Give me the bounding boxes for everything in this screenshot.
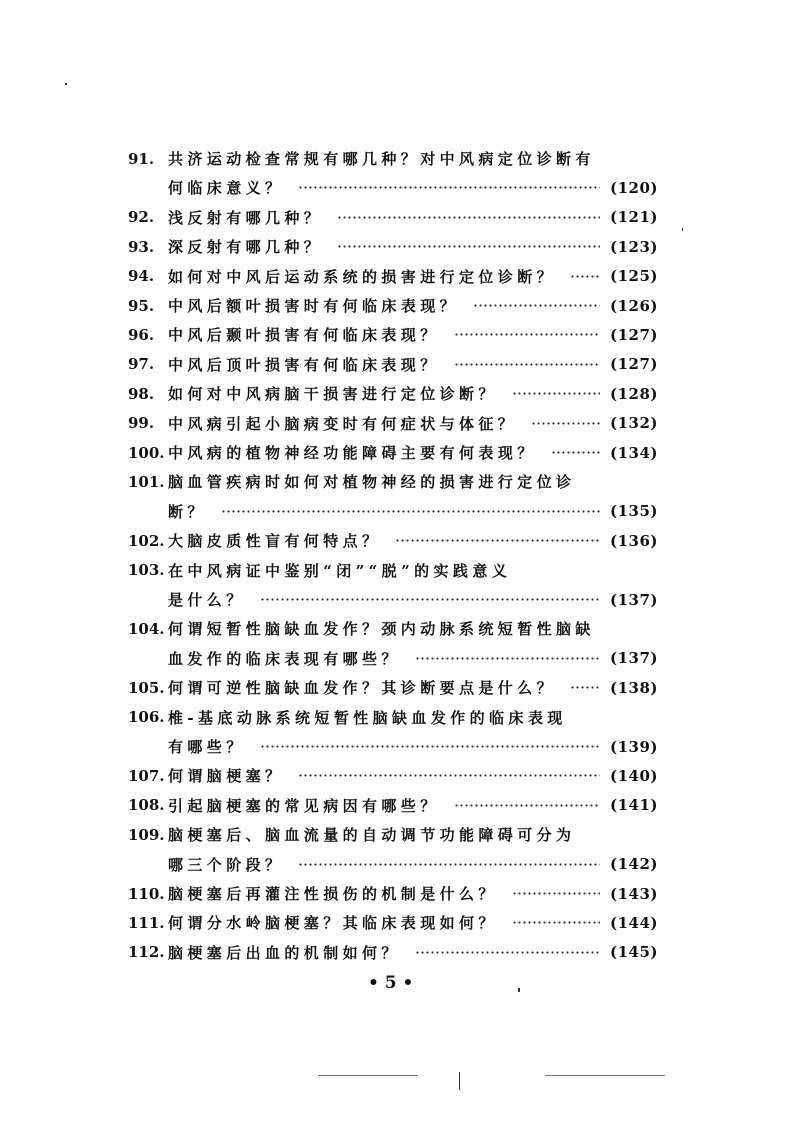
toc-entry-line [128,761,658,790]
toc-entry-line [128,703,658,732]
dot-leader [221,510,600,513]
entry-page: (145) [609,943,658,962]
toc-entry-line [128,614,658,643]
entry-number: 102. [128,531,165,550]
entry-page: (120) [609,178,658,197]
entry-page: (132) [609,414,658,433]
dot-leader [512,392,600,395]
entry-page: (143) [609,884,658,903]
toc-entry-line [128,203,658,232]
entry-page: (139) [609,737,658,756]
scan-rule [318,1075,418,1076]
entry-number: 95. [128,296,155,315]
dot-leader [473,304,600,307]
toc-entry-line [128,438,658,467]
entry-number: 99. [128,414,155,433]
entry-page: (135) [609,502,658,521]
entry-title: 何谓分水岭脑梗塞？其临床表现如何？ [168,914,498,933]
entry-title: 断？ [168,502,207,521]
entry-number: 93. [128,237,155,256]
toc-entry-line [128,644,658,673]
entry-title: 中风后额叶损害时有何临床表现？ [168,297,460,315]
entry-title: 如何对中风病脑干损害进行定位诊断？ [168,385,498,404]
toc-entry-line [128,144,658,173]
entry-page: (121) [609,208,658,227]
toc-entry-line [128,938,658,967]
entry-number: 111. [128,913,165,932]
entry-title: 有哪些？ [168,738,246,756]
entry-title: 浅反射有哪几种？ [168,208,324,227]
toc-entry-line [128,379,658,408]
toc-entry-line [128,908,658,937]
dot-leader [337,245,600,248]
toc-entry-line [128,791,658,820]
dot-leader [512,892,600,895]
entry-page: (126) [609,296,658,315]
entry-title: 深反射有哪几种？ [168,238,324,257]
entry-number: 97. [128,355,155,374]
dot-leader [415,657,600,660]
dot-leader [531,422,600,425]
entry-number: 107. [128,766,165,785]
dot-leader [298,774,600,777]
entry-title: 在中风病证中鉴别“闭”“脱”的实践意义 [168,561,512,580]
entry-title: 引起脑梗塞的常见病因有哪些？ [168,796,440,815]
scan-rule [545,1075,665,1076]
entry-number: 108. [128,796,165,815]
entry-number: 91. [128,149,155,168]
entry-title: 中风病的植物神经功能障碍主要有何表现？ [168,444,537,462]
entry-page: (138) [609,678,658,697]
entry-number: 100. [128,443,165,462]
toc-entry-line [128,232,658,261]
dot-leader [415,951,600,954]
dot-leader [298,863,600,866]
entry-number: 94. [128,267,155,286]
dot-leader [454,804,600,807]
toc-entry-line [128,467,658,496]
scan-mark [459,1072,460,1090]
entry-title: 何谓可逆性脑缺血发作？其诊断要点是什么？ [168,679,557,698]
entry-number: 98. [128,384,155,403]
entry-title: 是什么？ [168,591,246,609]
entry-title: 何谓短暂性脑缺血发作？颈内动脉系统短暂性脑缺 [168,620,595,639]
toc-entry-line [128,820,658,849]
entry-title: 椎-基底动脉系统短暂性脑缺血发作的临床表现 [168,708,567,727]
entry-page: (125) [609,267,658,286]
entry-page: (134) [609,443,658,462]
entry-page: (137) [609,590,658,609]
dot-leader [454,363,600,366]
entry-title: 脑梗塞后出血的机制如何？ [168,943,401,962]
dot-leader [337,216,600,219]
entry-number: 103. [128,561,165,580]
entry-page: (140) [609,766,658,785]
dot-leader [260,598,600,601]
entry-title: 共济运动检查常规有哪几种？对中风病定位诊断有 [168,150,595,168]
entry-title: 脑梗塞后、脑血流量的自动调节功能障碍可分为 [168,826,576,845]
entry-title: 中风病引起小脑病变时有何症状与体征？ [168,414,518,433]
toc-entry-line [128,732,658,761]
page-number: • 5 • [368,973,414,993]
dot-leader [512,921,600,924]
toc-entry-line [128,673,658,702]
entry-number: 105. [128,678,165,697]
entry-title: 血发作的临床表现有哪些？ [168,649,401,668]
dot-leader [298,186,600,189]
entry-page: (144) [609,913,658,932]
entry-title: 中风后颞叶损害有何临床表现？ [168,326,440,345]
entry-page: (127) [609,325,658,344]
entry-page: (127) [609,355,658,374]
entry-page: (128) [609,384,658,403]
entry-title: 脑血管疾病时如何对植物神经的损害进行定位诊 [168,473,576,492]
entry-title: 何谓脑梗塞？ [168,767,285,786]
entry-number: 104. [128,619,165,638]
entry-page: (142) [609,855,658,874]
entry-title: 哪三个阶段？ [168,855,285,874]
entry-page: (141) [609,796,658,815]
entry-page: (136) [609,531,658,550]
dot-leader [570,686,600,689]
dot-leader [570,275,600,278]
toc-entry-line [128,585,658,614]
entry-page: (123) [609,237,658,256]
entry-number: 106. [128,708,165,727]
toc-entry-line [128,291,658,320]
entry-page: (137) [609,649,658,668]
toc-entry-line [128,173,658,202]
entry-title: 何临床意义？ [168,179,285,198]
toc-entry-line [128,409,658,438]
entry-number: 112. [128,943,165,962]
entry-title: 大脑皮质性盲有何特点？ [168,532,382,551]
entry-title: 脑梗塞后再灌注性损伤的机制是什么？ [168,885,498,903]
entry-number: 96. [128,325,155,344]
toc-entry-line [128,262,658,291]
toc-entry-line [128,556,658,585]
entry-number: 92. [128,208,155,227]
entry-number: 110. [128,884,165,903]
toc-entry-line [128,350,658,379]
toc-entry-line [128,526,658,555]
entry-number: 109. [128,825,165,844]
scan-speck [682,228,683,231]
toc-entry-line [128,320,658,349]
dot-leader [551,451,600,454]
toc-entry-line [128,497,658,526]
dot-leader [260,745,600,748]
toc-entry-line [128,850,658,879]
dot-leader [454,333,600,336]
scan-speck [65,83,67,85]
entry-title: 如何对中风后运动系统的损害进行定位诊断？ [168,267,557,286]
entry-number: 101. [128,472,165,491]
dot-leader [395,539,600,542]
entry-title: 中风后顶叶损害有何临床表现？ [168,355,440,374]
scan-speck [518,988,520,992]
toc-entry-line [128,879,658,908]
